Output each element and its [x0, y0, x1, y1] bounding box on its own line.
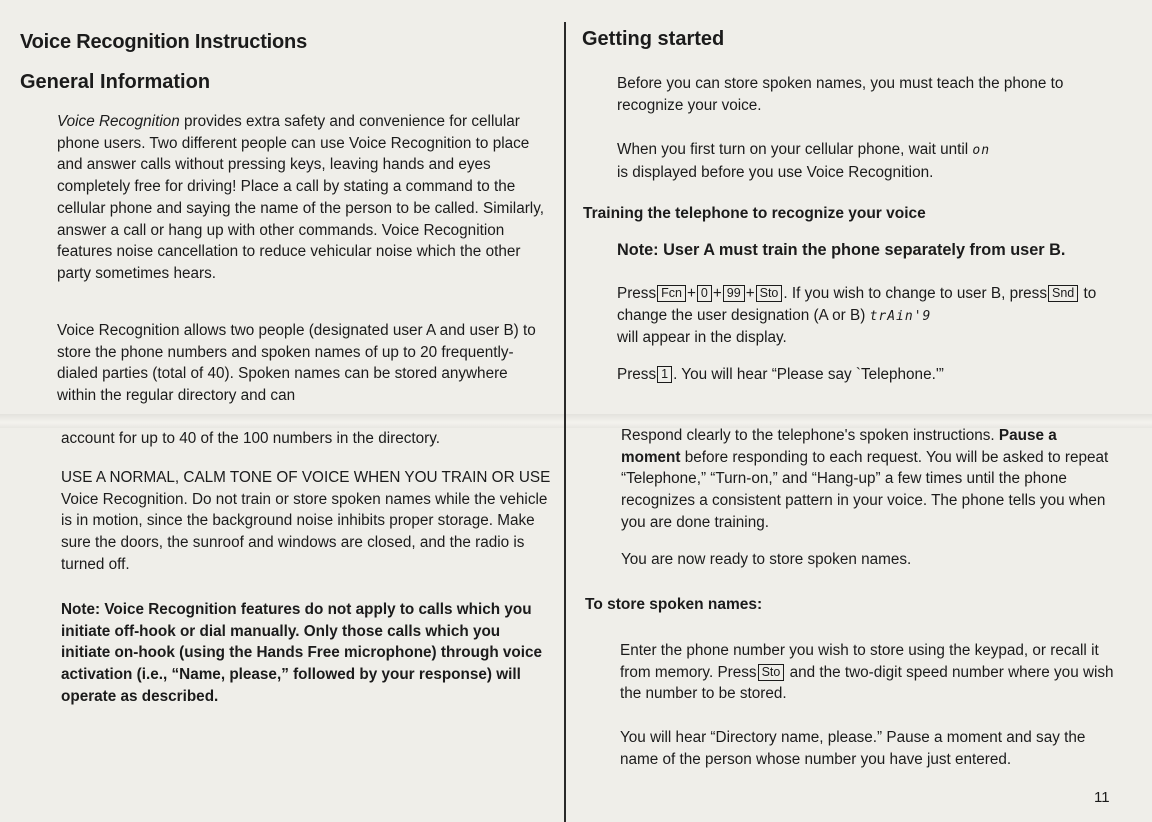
directory-name-paragraph: You will hear “Directory name, please.” Pause a moment and say the name of the person whose number you have just entered. — [620, 729, 1086, 768]
one-key: 1 — [657, 366, 672, 383]
turn-on-text: When you first turn on your cellular phone, wait until — [617, 141, 973, 158]
press-one-paragraph — [617, 364, 1117, 386]
respond-paragraph — [621, 425, 1116, 534]
press-text-3: to change the user designation (A or B) — [617, 285, 1097, 324]
voice-recognition-term: Voice Recognition — [57, 113, 180, 130]
turn-on-paragraph — [617, 139, 1117, 183]
sto-key-2: Sto — [758, 664, 785, 681]
enter-text: Enter the phone number you wish to store using the keypad, or recall it from memory. Press — [620, 642, 1099, 681]
snd-key: Snd — [1048, 285, 1078, 302]
intro-text: provides extra safety and convenience for cellular phone users. Two different people can use Voice Recognition to place and answer calls without pressing keys, leaving hands and eyes completely free for driving! Place a call by stating a command to the cellular phone and saying the name of the person to be called. Similarly, answer a call or hang up with other commands. Voice Recognition features noise cancellation to reduce vehicular noise which the other party sometimes hears. — [57, 113, 544, 282]
press-text: Press — [617, 285, 657, 302]
display-train: trAin'9 — [869, 308, 932, 324]
enter-text-2: and the two-digit speed number where you wish the number to be stored. — [620, 663, 1114, 703]
fcn-key: Fcn — [657, 285, 686, 302]
before-paragraph: Before you can store spoken names, you must teach the phone to recognize your voice. — [617, 75, 1064, 114]
sto-key: Sto — [756, 285, 783, 302]
training-note: Note: User A must train the phone separately from user B. — [617, 241, 1066, 259]
store-subheading: To store spoken names: — [585, 596, 763, 613]
users-paragraph: Voice Recognition allows two people (designated user A and user B) to store the phone numbers and spoken names of up to 20 frequently-dialed parties (total of 40). Spoken names can be stored anywhere within the regular directory and can — [57, 322, 536, 405]
enter-number-paragraph — [620, 640, 1120, 705]
left-page — [0, 0, 566, 822]
tone-paragraph: USE A NORMAL, CALM TONE OF VOICE WHEN YOU TRAIN OR USE Voice Recognition. Do not train or store spoken names while the vehicle is in motion, since the background noise inhibits proper storage. Make sure the doors, the sunroof and windows are closed, and the radio is turned off. — [61, 469, 551, 573]
press-sequence-paragraph: Press Fcn + 0 + 99 + Sto . If you wish to change to user B, press Snd to change the user designation (A or B) trAin'9 will appear in the display. — [617, 285, 1097, 347]
respond-text: Respond clearly to the telephone's spoken instructions. — [621, 427, 999, 444]
ninety-nine-key: 99 — [723, 285, 745, 302]
training-subheading: Training the telephone to recognize your voice — [583, 205, 926, 222]
main-heading: Voice Recognition Instructions — [20, 31, 307, 53]
display-on: on — [972, 143, 991, 158]
press-one-text: Press — [617, 366, 657, 383]
pause-emphasis: Pause a moment — [621, 427, 1057, 466]
press-one-text-2: . You will hear “Please say `Telephone.'” — [673, 366, 944, 383]
respond-text-2: before responding to each request. You will be asked to repeat “Telephone,” “Turn-on,” and “Hang-up” a few times until the phone recognizes a consistent pattern in your voice. The phone tells you when you are done training. — [621, 448, 1109, 531]
directory-paragraph: account for up to 40 of the 100 numbers in the directory. — [61, 430, 440, 447]
intro-paragraph — [57, 111, 547, 285]
turn-on-text-2: is displayed before you use Voice Recognition. — [617, 163, 934, 181]
getting-started-heading: Getting started — [582, 28, 725, 50]
ready-paragraph: You are now ready to store spoken names. — [621, 551, 912, 568]
press-text-2: . If you wish to change to user B, press — [783, 285, 1047, 302]
press-text-4: will appear in the display. — [617, 329, 787, 347]
zero-key: 0 — [697, 285, 712, 302]
right-page — [566, 0, 1152, 822]
note-paragraph: Note: Voice Recognition features do not apply to calls which you initiate off-hook or dial manually. Only those calls which you initiate on-hook (using the Hands Free microphone) through voice activation (i.e., “Name, please,” followed by your response) will operate as described. — [61, 601, 543, 705]
page-number: 11 — [1094, 789, 1110, 806]
general-info-heading: General Information — [20, 71, 211, 93]
